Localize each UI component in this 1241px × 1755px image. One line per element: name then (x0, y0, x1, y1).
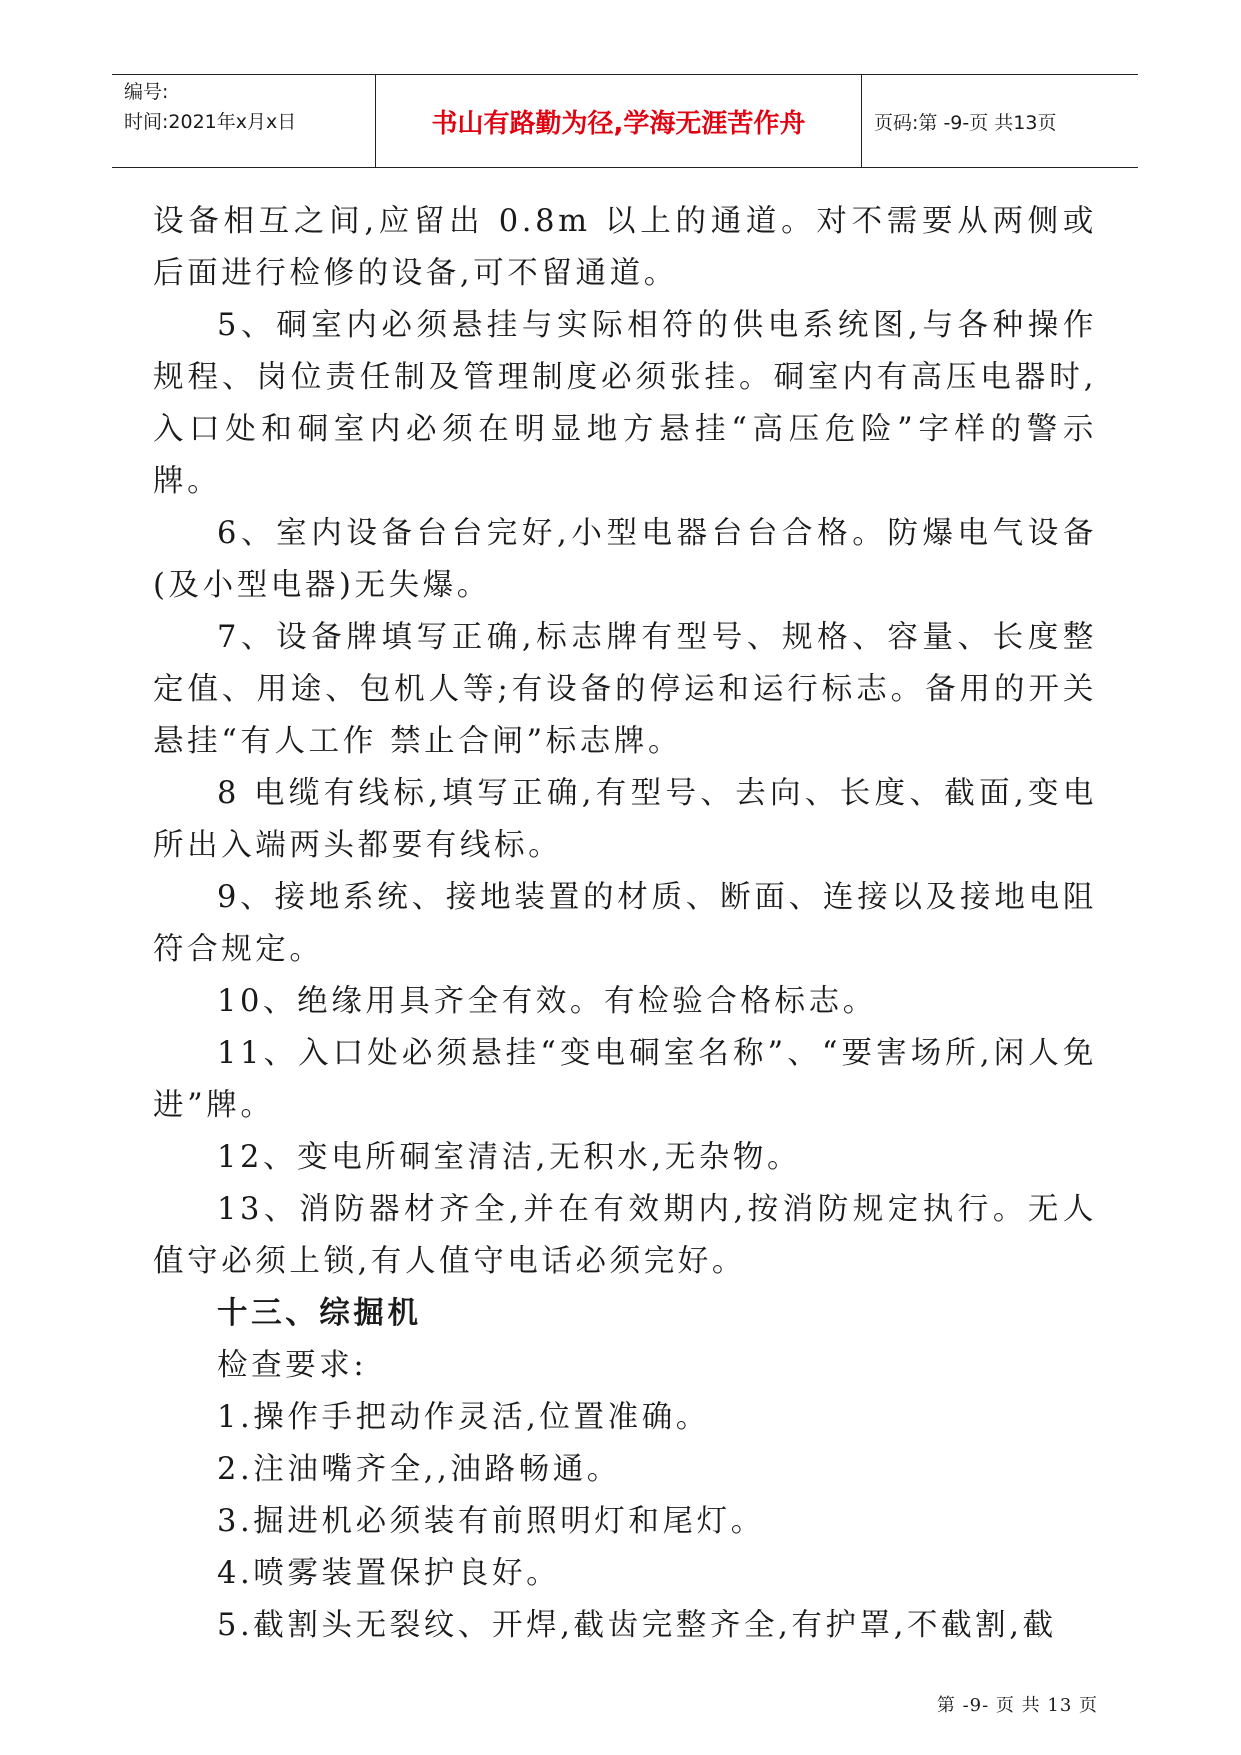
header-meta (112, 75, 376, 167)
document-body (153, 196, 1097, 1652)
paragraph: 10、绝缘用具齐全有效。有检验合格标志。 (217, 984, 877, 1019)
document-time-label: 时间:2021年x月x日 (124, 111, 297, 133)
list-item: 2.注油嘴齐全,,油路畅通。 (217, 1452, 621, 1487)
paragraph: 8 电缆有线标,填写正确,有型号、去向、长度、截面,变电所出入端两头都要有线标。 (153, 776, 1097, 863)
paragraph: 9、接地系统、接地装置的材质、断面、连接以及接地电阻符合规定。 (153, 880, 1097, 967)
paragraph: 11、入口处必须悬挂“变电硐室名称”、“要害场所,闲人免进”牌。 (153, 1036, 1097, 1123)
list-item: 3.掘进机必须装有前照明灯和尾灯。 (217, 1504, 765, 1539)
section-heading: 十三、综掘机 (217, 1296, 422, 1331)
list-item: 4.喷雾装置保护良好。 (217, 1556, 561, 1591)
list-item: 5.截割头无裂纹、开焊,截齿完整齐全,有护罩,不截割,截 (217, 1608, 1057, 1643)
page-footer: 第 -9- 页 共 13 页 (936, 1695, 1098, 1716)
document-number-label: 编号: (124, 81, 169, 103)
paragraph: 7、设备牌填写正确,标志牌有型号、规格、容量、长度整定值、用途、包机人等;有设备的停运和运行标志。备用的开关悬挂“有人工作 禁止合闸”标志牌。 (153, 620, 1097, 759)
list-item: 1.操作手把动作灵活,位置准确。 (217, 1400, 710, 1435)
paragraph: 5、硐室内必须悬挂与实际相符的供电系统图,与各种操作规程、岗位责任制及管理制度必须张挂。硐室内有高压电器时,入口处和硐室内必须在明显地方悬挂“高压危险”字样的警示牌。 (153, 308, 1097, 499)
paragraph: 13、消防器材齐全,并在有效期内,按消防规定执行。无人值守必须上锁,有人值守电话必须完好。 (153, 1192, 1097, 1279)
paragraph: 检查要求: (217, 1348, 368, 1383)
paragraph: 12、变电所硐室清洁,无积水,无杂物。 (217, 1140, 802, 1175)
header-page-number: 页码:第 -9-页 共13页 (874, 111, 1057, 134)
paragraph: 设备相互之间,应留出 0.8m 以上的通道。对不需要从两侧或后面进行检修的设备,可不留通道。 (153, 204, 1097, 291)
header-motto: 书山有路勤为径,学海无涯苦作舟 (376, 75, 862, 167)
page-header (112, 74, 1138, 168)
paragraph: 6、室内设备台台完好,小型电器台台合格。防爆电气设备(及小型电器)无失爆。 (153, 516, 1097, 603)
